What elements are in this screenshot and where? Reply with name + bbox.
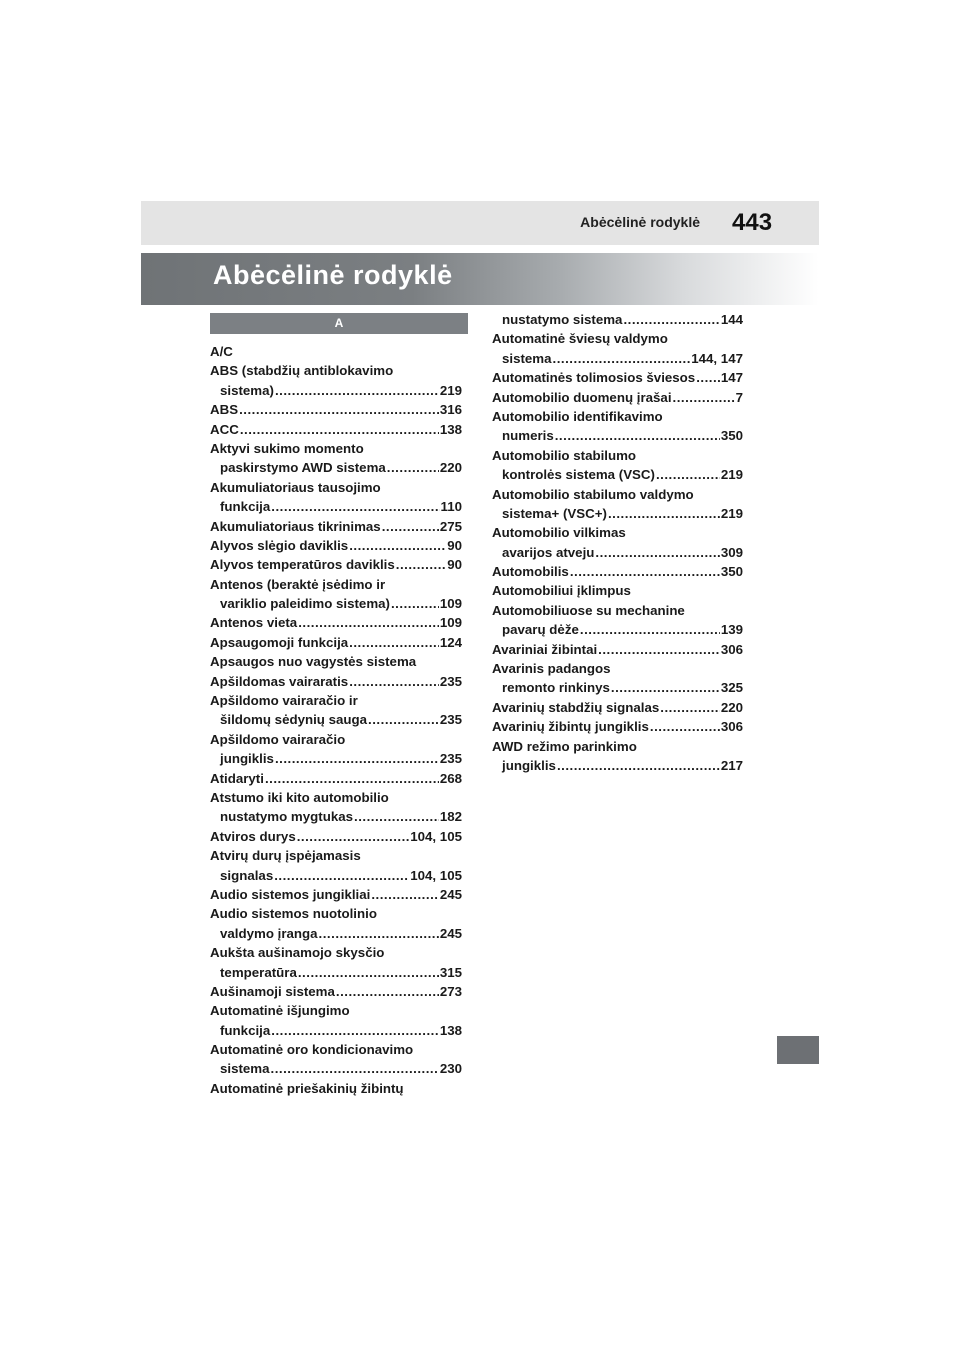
entry-page-ref[interactable]: 139 — [720, 622, 743, 638]
leader-dots — [623, 310, 719, 329]
entry-page-ref[interactable]: 104, 105 — [410, 828, 462, 844]
entry-page-ref[interactable]: 275 — [439, 518, 462, 534]
index-entry-line — [210, 439, 462, 458]
index-entry-line — [492, 737, 743, 756]
index-entry[interactable] — [492, 446, 743, 485]
thumb-index-tab[interactable] — [777, 1036, 819, 1064]
section-letter: A — [210, 313, 468, 334]
entry-term: pavarų dėže — [502, 622, 579, 638]
leader-dots — [611, 678, 720, 697]
index-entry-line — [210, 866, 462, 885]
entry-page-ref[interactable]: 124 — [439, 634, 462, 650]
leader-dots — [660, 698, 720, 717]
entry-page-ref[interactable]: 230 — [439, 1061, 462, 1077]
page-title: Abėcėlinė rodyklė — [213, 260, 453, 290]
leader-dots — [275, 749, 439, 768]
entry-term: ABS — [210, 402, 239, 418]
index-entry[interactable] — [492, 581, 743, 600]
entry-page-ref[interactable]: 350 — [720, 428, 743, 444]
leader-dots — [595, 543, 719, 562]
index-entry[interactable] — [210, 420, 462, 439]
index-entry-line — [210, 497, 462, 516]
leader-dots — [336, 982, 439, 1001]
entry-term: sistema) — [220, 382, 274, 398]
index-entry[interactable] — [492, 601, 743, 640]
entry-term: nustatymo mygtukas — [220, 809, 354, 825]
entry-page-ref[interactable]: 138 — [439, 421, 462, 437]
entry-term: ABS (stabdžių antiblokavimo — [210, 363, 394, 379]
index-entry-line — [210, 1021, 462, 1040]
entry-term: Avarinių stabdžių signalas — [492, 699, 660, 715]
entry-page-ref[interactable]: 245 — [439, 925, 462, 941]
index-entry-line — [210, 672, 462, 691]
leader-dots — [297, 827, 410, 846]
entry-page-ref[interactable]: 315 — [439, 964, 462, 980]
index-entry[interactable] — [492, 737, 743, 776]
index-entry-line — [210, 400, 462, 419]
entry-page-ref[interactable]: 220 — [720, 699, 743, 715]
index-entry[interactable] — [210, 555, 462, 574]
index-entry-line — [210, 846, 462, 865]
entry-page-ref[interactable]: 306 — [720, 641, 743, 657]
entry-term: Automatinės tolimosios šviesos — [492, 370, 696, 386]
entry-term: temperatūra — [220, 964, 297, 980]
entry-page-ref[interactable]: 219 — [720, 505, 743, 521]
index-entry-line — [492, 329, 743, 348]
entry-term: Apšildomo vairaračio — [210, 731, 346, 747]
index-entry-line — [492, 756, 743, 775]
entry-term: Alyvos slėgio daviklis — [210, 537, 349, 553]
entry-term: Avariniai žibintai — [492, 641, 598, 657]
leader-dots — [598, 640, 720, 659]
leader-dots — [391, 594, 439, 613]
entry-term: Atvirų durų įspėjamasis — [210, 848, 361, 864]
index-entry[interactable] — [210, 517, 462, 536]
index-entry-line — [210, 691, 462, 710]
index-entry[interactable] — [210, 361, 462, 400]
entry-term: A/C — [210, 344, 233, 359]
index-entry[interactable] — [492, 388, 743, 407]
index-entry-line — [210, 904, 462, 923]
leader-dots — [319, 924, 439, 943]
leader-dots — [557, 756, 720, 775]
index-entry[interactable] — [210, 730, 462, 769]
index-entry-line — [210, 807, 462, 826]
index-entry[interactable] — [210, 672, 462, 691]
entry-term: kontrolės sistema (VSC) — [502, 467, 655, 483]
index-entry-line — [492, 407, 743, 426]
index-entry[interactable] — [210, 827, 462, 846]
entry-page-ref[interactable]: 235 — [439, 751, 462, 767]
entry-term: Apšildomas vairaratis — [210, 673, 349, 689]
entry-term: Automobiliui įklimpus — [492, 583, 631, 599]
index-entry-line — [492, 446, 743, 465]
leader-dots — [368, 710, 439, 729]
entry-term: Atviros durys — [210, 828, 296, 844]
index-entry-line — [492, 581, 743, 600]
index-entry-line — [210, 536, 462, 555]
entry-page-ref[interactable]: 182 — [439, 809, 462, 825]
index-entry-line — [210, 594, 462, 613]
entry-term: Audio sistemos jungikliai — [210, 886, 371, 902]
page-number: 443 — [732, 209, 773, 236]
index-entry-line — [210, 633, 462, 652]
leader-dots — [396, 555, 446, 574]
index-entry[interactable] — [210, 400, 462, 419]
entry-term: sistema — [220, 1061, 270, 1077]
entry-page-ref[interactable]: 144 — [720, 312, 743, 327]
entry-page-ref[interactable]: 147 — [720, 370, 743, 386]
index-entry-line — [210, 458, 462, 477]
index-entry[interactable] — [492, 562, 743, 581]
index-entry-line — [210, 982, 462, 1001]
entry-term: signalas — [220, 867, 274, 883]
leader-dots — [298, 613, 439, 632]
index-entry-line — [210, 420, 462, 439]
entry-term: Antenos (beraktė įsėdimo ir — [210, 576, 386, 592]
leader-dots — [382, 517, 439, 536]
leader-dots — [349, 633, 439, 652]
entry-term: Alyvos temperatūros daviklis — [210, 557, 395, 573]
leader-dots — [349, 672, 439, 691]
index-column-right — [492, 310, 743, 775]
entry-term: Automatinė šviesų valdymo — [492, 331, 668, 347]
index-entry-line — [210, 943, 462, 962]
entry-term: Automobiliuose su mechanine — [492, 602, 685, 618]
leader-dots — [570, 562, 720, 581]
index-entry[interactable] — [492, 368, 743, 387]
index-entry-line — [492, 310, 743, 329]
leader-dots — [265, 769, 439, 788]
leader-dots — [275, 381, 439, 400]
index-entry-line — [492, 698, 743, 717]
index-entry[interactable] — [210, 439, 462, 478]
entry-term: Audio sistemos nuotolinio — [210, 906, 377, 922]
index-entry-line — [492, 543, 743, 562]
index-entry-line — [210, 885, 462, 904]
index-entry[interactable] — [210, 536, 462, 555]
index-entry-line — [210, 924, 462, 943]
leader-dots — [656, 465, 720, 484]
index-entry[interactable] — [210, 1079, 462, 1098]
entry-term: Automobilis — [492, 564, 569, 580]
entry-term: ACC — [210, 421, 239, 437]
index-entry[interactable] — [210, 691, 462, 730]
running-title: Abėcėlinė rodyklė — [580, 214, 700, 230]
index-entry-line — [492, 465, 743, 484]
entry-page-ref[interactable]: 90 — [447, 537, 462, 553]
entry-page-ref[interactable]: 350 — [720, 564, 743, 580]
entry-term: jungiklis — [502, 757, 556, 773]
index-entry-line — [492, 523, 743, 542]
entry-page-ref[interactable]: 220 — [439, 460, 462, 476]
entry-term: Avarinių žibintų jungiklis — [492, 719, 649, 735]
entry-term: Automobilio duomenų įrašai — [492, 389, 672, 405]
index-entry[interactable] — [210, 769, 462, 788]
entry-page-ref[interactable]: 104, 105 — [410, 867, 462, 883]
index-entry[interactable] — [210, 885, 462, 904]
index-entry-line — [210, 1059, 462, 1078]
entry-term: Automobilio stabilumo valdymo — [492, 486, 694, 502]
entry-term: Automobilio identifikavimo — [492, 408, 663, 424]
entry-term: funkcija — [220, 1022, 271, 1038]
entry-page-ref[interactable]: 235 — [439, 712, 462, 728]
index-entry[interactable] — [210, 982, 462, 1001]
index-entry-line — [492, 659, 743, 678]
index-entry-line — [210, 381, 462, 400]
entry-page-ref[interactable]: 316 — [439, 402, 462, 418]
entry-term: Apsaugos nuo vagystės sistema — [210, 654, 417, 670]
entry-term: Akumuliatoriaus tausojimo — [210, 479, 381, 495]
entry-page-ref[interactable]: 245 — [439, 886, 462, 902]
entry-page-ref[interactable]: 138 — [439, 1022, 462, 1038]
entry-term: Aukšta aušinamojo skysčio — [210, 945, 385, 961]
entry-term: paskirstymo AWD sistema — [220, 460, 386, 476]
entry-page-ref[interactable]: 273 — [439, 983, 462, 999]
entry-term: jungiklis — [220, 751, 274, 767]
leader-dots — [696, 368, 720, 387]
index-entry-line — [492, 717, 743, 736]
entry-page-ref[interactable]: 325 — [720, 680, 743, 696]
index-entry-line — [210, 652, 462, 671]
entry-term: Antenos vieta — [210, 615, 298, 631]
index-entry[interactable] — [492, 523, 743, 562]
index-entry-line — [210, 517, 462, 536]
index-entry-line — [210, 555, 462, 574]
leader-dots — [271, 1059, 439, 1078]
entry-term: šildomų sėdynių sauga — [220, 712, 368, 728]
entry-page-ref[interactable]: 219 — [720, 467, 743, 483]
index-entry[interactable] — [492, 698, 743, 717]
entry-term: avarijos atveju — [502, 544, 595, 560]
index-entry[interactable] — [492, 329, 743, 368]
entry-page-ref[interactable]: 217 — [720, 757, 743, 773]
entry-page-ref[interactable]: 110 — [440, 499, 462, 515]
entry-term: Aktyvi sukimo momento — [210, 440, 364, 456]
leader-dots — [354, 807, 439, 826]
entry-term: Avarinis padangos — [492, 661, 611, 677]
entry-term: remonto rinkinys — [502, 680, 610, 696]
leader-dots — [555, 426, 720, 445]
leader-dots — [553, 349, 691, 368]
entry-term: Apšildomo vairaračio ir — [210, 693, 358, 709]
index-entry[interactable] — [492, 310, 743, 329]
entry-page-ref[interactable]: 219 — [439, 382, 462, 398]
entry-term: Automatinė išjungimo — [210, 1003, 350, 1019]
leader-dots — [580, 620, 720, 639]
index-entry-line — [210, 342, 462, 361]
index-entry-line — [492, 485, 743, 504]
entry-page-ref[interactable]: 90 — [447, 557, 462, 573]
index-entry-line — [492, 368, 743, 387]
entry-page-ref[interactable]: 309 — [720, 544, 743, 560]
leader-dots — [239, 400, 439, 419]
index-entry-line — [492, 620, 743, 639]
leader-dots — [608, 504, 720, 523]
index-entry[interactable] — [210, 846, 462, 885]
index-entry[interactable] — [210, 652, 462, 671]
index-entry[interactable] — [492, 640, 743, 659]
leader-dots — [349, 536, 446, 555]
index-entry-line — [492, 640, 743, 659]
entry-term: Aušinamoji sistema — [210, 983, 335, 999]
leader-dots — [298, 963, 439, 982]
index-entry-line — [210, 1040, 462, 1059]
index-entry-line — [492, 426, 743, 445]
index-entry-line — [210, 613, 462, 632]
leader-dots — [271, 1021, 439, 1040]
leader-dots — [650, 717, 720, 736]
entry-term: Automatinė oro kondicionavimo — [210, 1042, 414, 1058]
entry-page-ref[interactable]: 144, 147 — [691, 350, 743, 366]
entry-page-ref[interactable]: 7 — [735, 389, 743, 405]
entry-term: variklio paleidimo sistema) — [220, 596, 390, 612]
entry-page-ref[interactable]: 268 — [439, 770, 462, 786]
entry-term: Apsaugomoji funkcija — [210, 634, 349, 650]
entry-term: Automatinė priešakinių žibintų — [210, 1080, 404, 1096]
index-entry-line — [492, 678, 743, 697]
leader-dots — [387, 458, 439, 477]
entry-term: funkcija — [220, 499, 271, 515]
index-column-left — [210, 342, 462, 1098]
index-entry[interactable] — [492, 485, 743, 524]
leader-dots — [371, 885, 438, 904]
index-entry-line — [210, 788, 462, 807]
leader-dots — [673, 388, 735, 407]
index-entry-line — [210, 710, 462, 729]
index-entry[interactable] — [492, 659, 743, 698]
index-entry-line — [210, 575, 462, 594]
entry-page-ref[interactable]: 235 — [439, 673, 462, 689]
index-entry-line — [210, 730, 462, 749]
entry-page-ref[interactable]: 109 — [439, 596, 462, 612]
index-entry[interactable] — [210, 788, 462, 827]
entry-page-ref[interactable]: 109 — [439, 615, 462, 631]
index-entry[interactable] — [210, 342, 462, 361]
index-entry[interactable] — [492, 407, 743, 446]
index-entry-line — [210, 827, 462, 846]
leader-dots — [274, 866, 409, 885]
index-entry-line — [492, 562, 743, 581]
entry-term: numeris — [502, 428, 554, 444]
entry-page-ref[interactable]: 306 — [720, 719, 743, 735]
index-entry-line — [492, 349, 743, 368]
index-entry-line — [210, 361, 462, 380]
index-entry-line — [492, 601, 743, 620]
index-entry-line — [210, 478, 462, 497]
index-entry[interactable] — [492, 717, 743, 736]
index-entry[interactable] — [210, 1040, 462, 1079]
index-entry-line — [210, 1001, 462, 1020]
index-entry-line — [492, 504, 743, 523]
index-entry-line — [210, 749, 462, 768]
entry-term: Atidaryti — [210, 770, 264, 786]
index-entry[interactable] — [210, 1001, 462, 1040]
entry-term: nustatymo sistema — [502, 312, 623, 327]
entry-term: Automobilio stabilumo — [492, 447, 637, 463]
header-band — [141, 201, 819, 245]
index-entry[interactable] — [210, 904, 462, 943]
entry-term: sistema+ (VSC+) — [502, 505, 607, 521]
index-entry-line — [492, 388, 743, 407]
index-entry[interactable] — [210, 478, 462, 517]
entry-term: valdymo įranga — [220, 925, 318, 941]
index-entry-line — [210, 963, 462, 982]
index-entry[interactable] — [210, 613, 462, 632]
leader-dots — [240, 420, 439, 439]
entry-term: sistema — [502, 350, 552, 366]
entry-term: Akumuliatoriaus tikrinimas — [210, 518, 381, 534]
index-entry-line — [210, 1079, 462, 1098]
entry-term: Atstumo iki kito automobilio — [210, 789, 389, 805]
index-entry[interactable] — [210, 943, 462, 982]
index-entry[interactable] — [210, 575, 462, 614]
leader-dots — [271, 497, 439, 516]
entry-term: Automobilio vilkimas — [492, 525, 626, 541]
index-entry[interactable] — [210, 633, 462, 652]
entry-term: AWD režimo parinkimo — [492, 738, 637, 754]
index-entry-line — [210, 769, 462, 788]
